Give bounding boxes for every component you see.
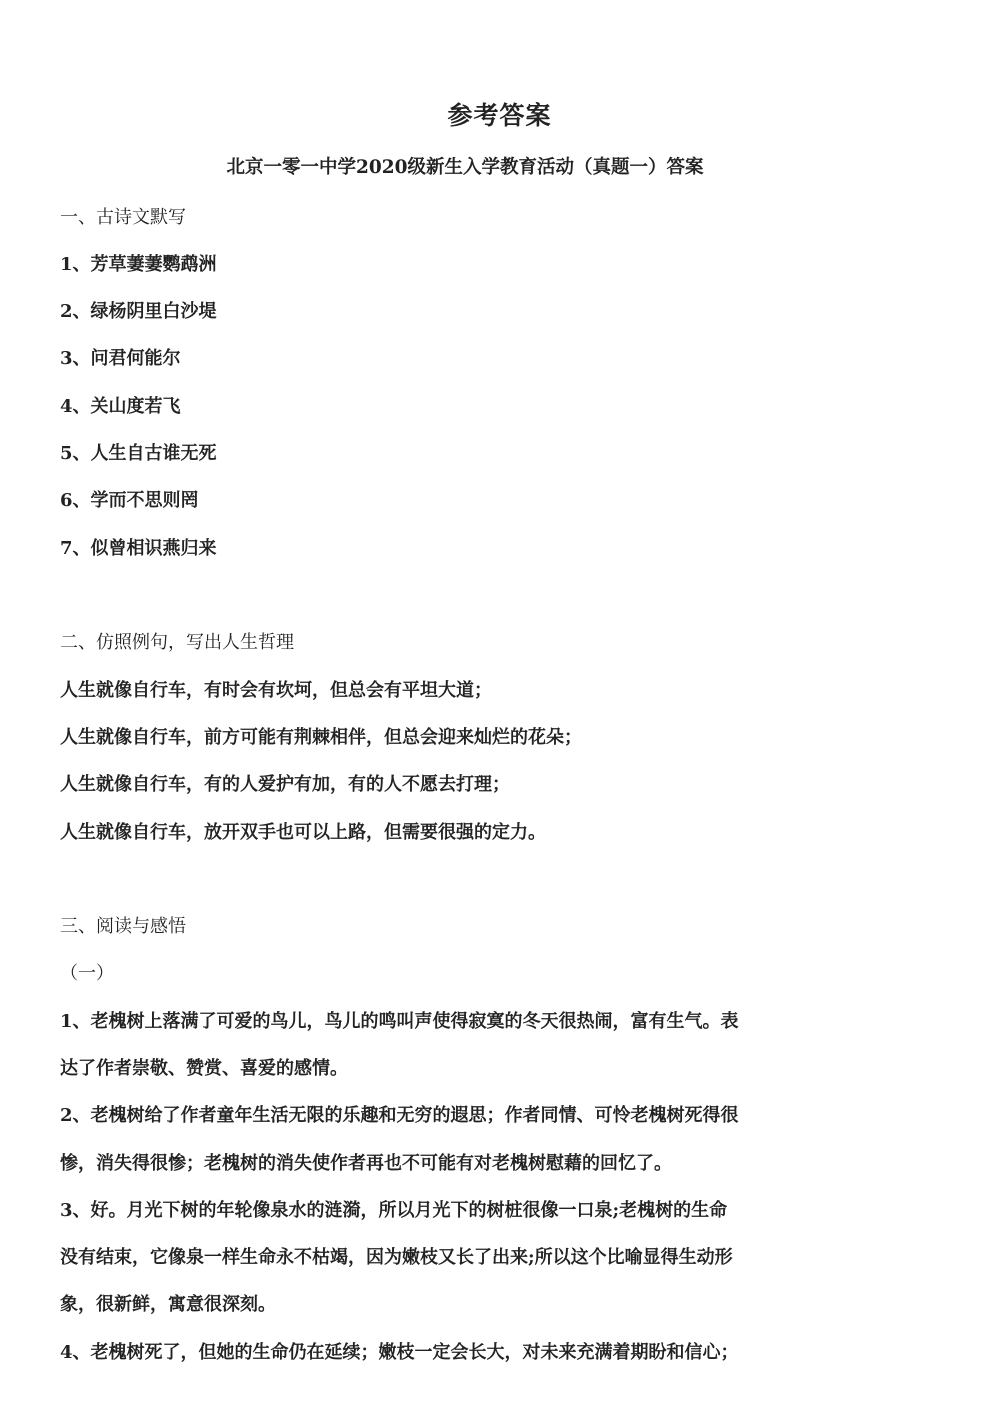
answer-line: 4、关山度若飞 <box>60 396 181 417</box>
answer-line: 惨，消失得很惨；老槐树的消失使作者再也不可能有对老槐树慰藉的回忆了。 <box>60 1153 672 1174</box>
section-heading-poetry: 一、古诗文默写 <box>60 207 186 228</box>
answer-line: 象，很新鲜，寓意很深刻。 <box>60 1294 276 1315</box>
answer-line: 达了作者崇敬、赞赏、喜爱的感情。 <box>60 1058 348 1079</box>
page-subtitle: 北京一零一中学2020级新生入学教育活动（真题一）答案 <box>226 157 704 178</box>
section-heading-reading: 三、阅读与感悟 <box>60 916 186 937</box>
answer-line: 7、似曾相识燕归来 <box>60 538 217 559</box>
answer-line: 人生就像自行车，前方可能有荆棘相伴，但总会迎来灿烂的花朵； <box>60 727 582 748</box>
answer-line: 1、老槐树上落满了可爱的鸟儿，鸟儿的鸣叫声使得寂寞的冬天很热闹，富有生气。表 <box>60 1011 739 1032</box>
sub-heading: （一） <box>60 963 114 984</box>
answer-line: 人生就像自行车，有的人爱护有加，有的人不愿去打理； <box>60 774 510 795</box>
answer-line: 没有结束，它像泉一样生命永不枯竭，因为嫩枝又长了出来;所以这个比喻显得生动形 <box>60 1247 733 1268</box>
answer-line: 3、好。月光下树的年轮像泉水的涟漪，所以月光下的树桩很像一口泉;老槐树的生命 <box>60 1200 728 1221</box>
answer-line: 人生就像自行车，放开双手也可以上路，但需要很强的定力。 <box>60 822 546 843</box>
answer-line: 5、人生自古谁无死 <box>60 443 217 464</box>
answer-line: 1、芳草萋萋鹦鹉洲 <box>60 254 217 275</box>
answer-line: 3、问君何能尔 <box>60 348 181 369</box>
answer-line: 2、绿杨阴里白沙堤 <box>60 301 217 322</box>
answer-line: 6、学而不思则罔 <box>60 490 199 511</box>
answer-line: 4、老槐树死了，但她的生命仍在延续；嫩枝一定会长大，对未来充满着期盼和信心； <box>60 1342 739 1363</box>
page-title: 参考答案 <box>447 101 552 130</box>
section-heading-philosophy: 二、仿照例句，写出人生哲理 <box>60 632 294 653</box>
answer-line: 人生就像自行车，有时会有坎坷，但总会有平坦大道； <box>60 680 492 701</box>
answer-line: 2、老槐树给了作者童年生活无限的乐趣和无穷的遐思；作者同情、可怜老槐树死得很 <box>60 1105 739 1126</box>
